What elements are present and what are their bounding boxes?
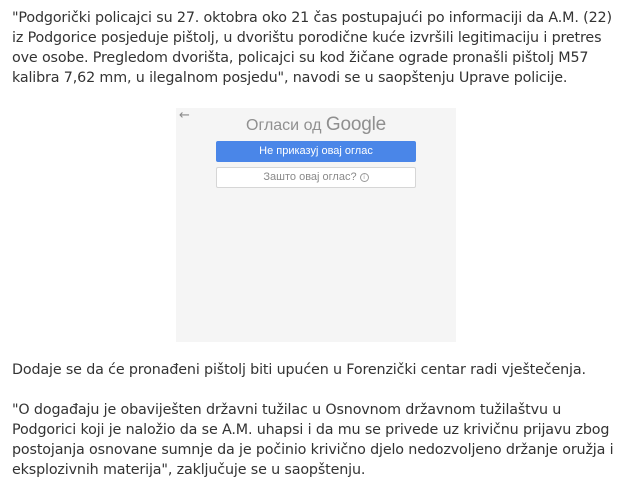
why-this-ad-button-label: Зашто овај оглас? [263, 171, 357, 183]
hide-ad-button[interactable] [216, 141, 416, 162]
hide-ad-button-label: Не приказуј овај оглас [259, 145, 373, 157]
ad-header-prefix: Огласи од [246, 117, 322, 134]
ad-header [176, 115, 456, 136]
info-icon: i [360, 173, 369, 182]
article-paragraph: "Podgorički policajci su 27. oktobra oko 21 čas postupajući po informaciji da A.M. (22) iz Podgorice posjeduje pištolj, u dvorištu porodične kuće izvršili legitimaciju i pretres ove osobe. Pregledom dvorišta, policajci su kod žičane ograde pronašli pištolj M57 kalibra 7,62 mm, u ilegalnom posjedu", navodi se u saopštenju Uprave policije. [12, 10, 612, 86]
back-arrow-icon[interactable]: ← [179, 108, 190, 123]
google-logo: Google [325, 114, 386, 135]
article-paragraph: "O događaju je obaviješten državni tužilac u Osnovnom državnom tužilaštvu u Podgorici koji je naložio da se A.M. uhapsi i da mu se privede uz krivičnu prijavu zbog postojanja osnovane sumnje da je počinio krivično djelo nedozvoljeno držanje oružja i eksplozivnih materija", zaključuje se u saopštenju. [12, 402, 614, 478]
why-this-ad-button[interactable] [216, 167, 416, 188]
article-paragraph: Dodaje se da će pronađeni pištolj biti upućen u Forenzički centar radi vještečenja. [12, 362, 586, 378]
ad-feedback-panel [176, 108, 456, 342]
